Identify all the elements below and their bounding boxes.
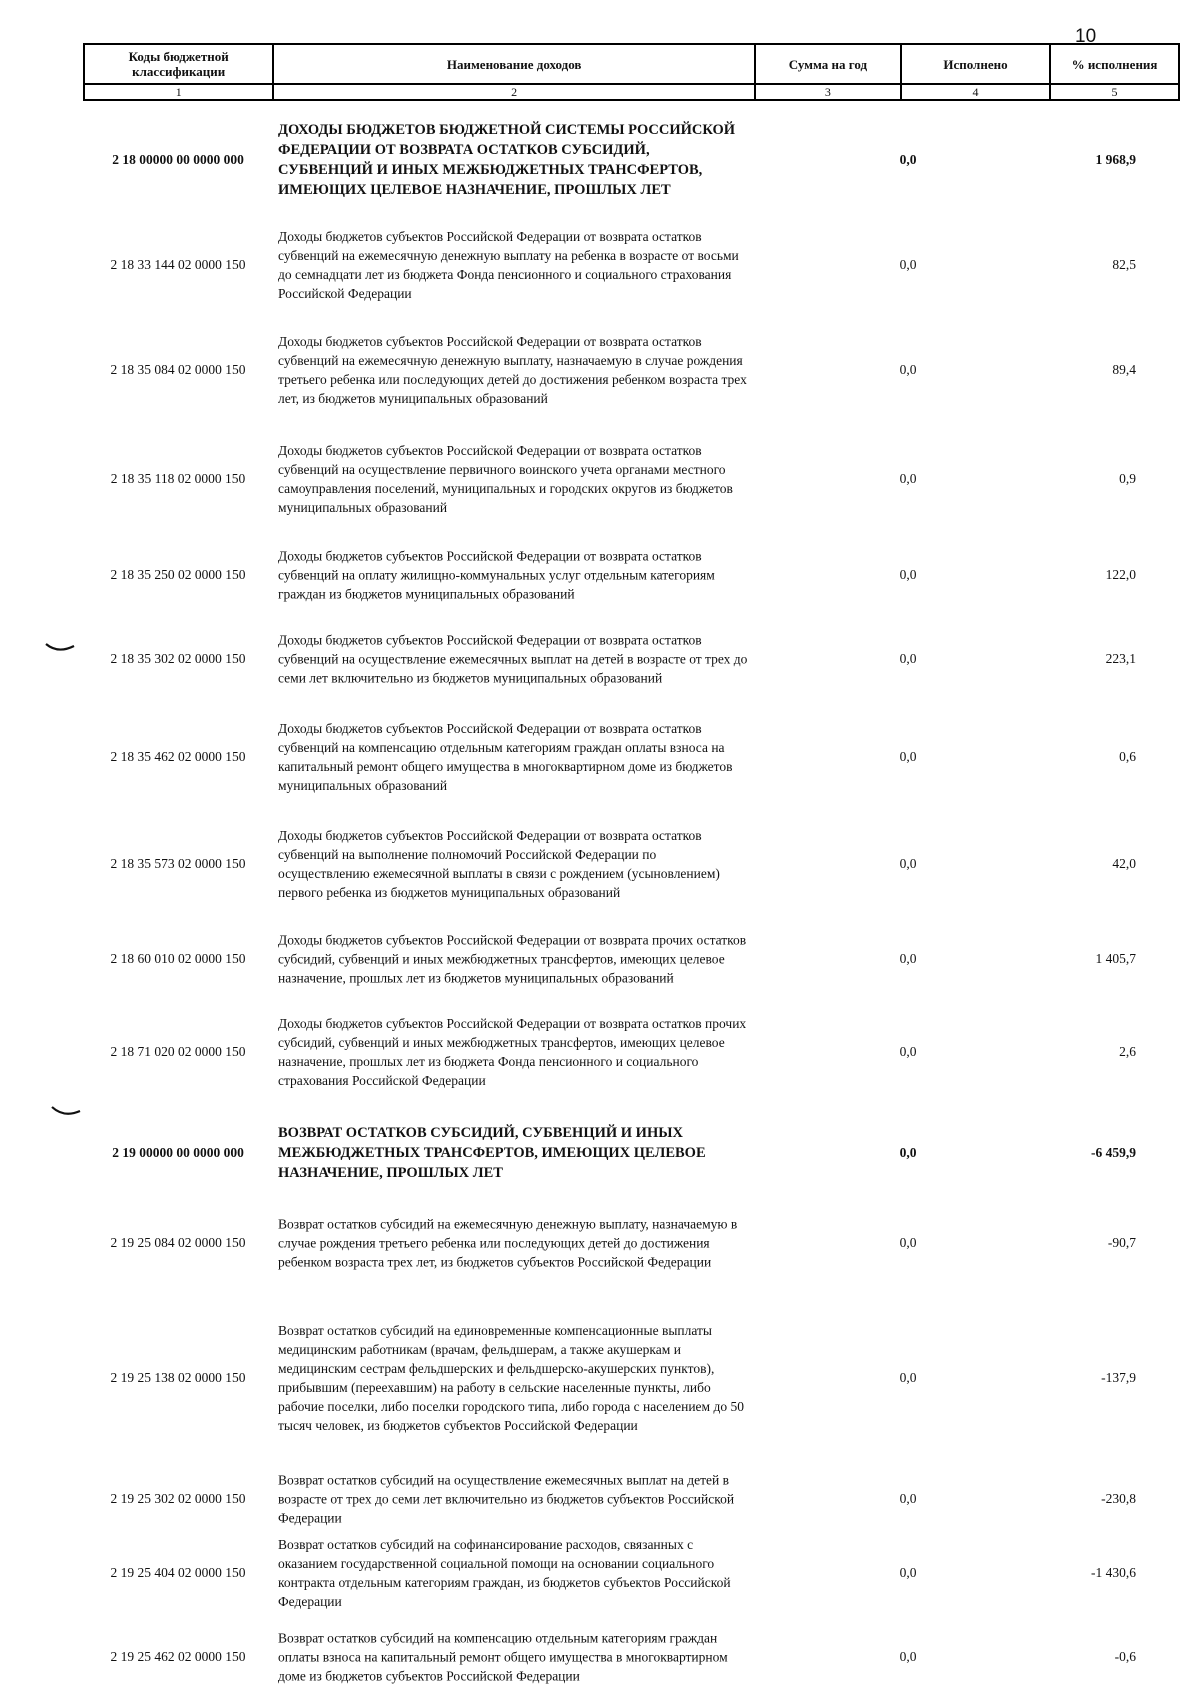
table-row — [83, 1468, 1180, 1530]
row-name: Доходы бюджетов субъектов Российской Федерации от возврата остатков субвенций на оплату жилищно-коммунальных услуг отдельным категориям граждан из бюджетов муниципальных образований — [278, 548, 715, 602]
row-done: 2,6 — [1119, 1044, 1136, 1059]
margin-mark — [50, 1104, 84, 1118]
table-row — [83, 112, 1180, 208]
row-code: 2 19 25 404 02 0000 150 — [110, 1565, 246, 1580]
row-code: 2 18 35 302 02 0000 150 — [110, 651, 246, 666]
row-done: -6 459,9 — [1091, 1145, 1136, 1160]
row-name: Возврат остатков субсидий на единовременные компенсационные выплаты медицинским работникам (врачам, фельдшерам, а также акушеркам и медицинским сестрам фельдшерских и фельдшерско-акушерских пунктов), прибывшим (переехавшим) на работу в сельские населенные пункты, либо рабочие поселки, либо поселки городского типа, либо города с населением до 50 тысяч человек, из бюджетов субъектов Российской Федерации — [278, 1323, 744, 1433]
row-name: Доходы бюджетов субъектов Российской Федерации от возврата остатков субвенций на осуществление первичного воинского учета органами местного самоуправления поселений, муниципальных и городских округов из бюджетов муниципальных образований — [278, 443, 733, 515]
column-number-3: 3 — [755, 84, 901, 100]
row-name: Доходы бюджетов субъектов Российской Федерации от возврата прочих остатков субсидий, субвенций и иных межбюджетных трансфертов, имеющих целевое назначение, прошлых лет из бюджетов муниципальных образований — [278, 932, 747, 986]
row-name: Возврат остатков субсидий на осуществление ежемесячных выплат на детей в возрасте от трех до семи лет включительно из бюджетов субъектов Российской Федерации — [278, 1472, 735, 1526]
table-row — [83, 1202, 1180, 1284]
row-sum: 0,0 — [899, 1649, 917, 1664]
header-row — [84, 44, 1179, 84]
row-done: -90,7 — [1107, 1235, 1136, 1250]
table-row — [83, 716, 1180, 798]
row-code: 2 18 71 020 02 0000 150 — [110, 1044, 246, 1059]
row-name: Доходы бюджетов субъектов Российской Федерации от возврата остатков субвенций на компенсацию отдельным категориям граждан оплаты взноса на капитальный ремонт общего имущества в многоквартирном доме из бюджетов муниципальных образований — [278, 721, 733, 793]
row-name: Возврат остатков субсидий на ежемесячную денежную выплату, назначаемую в случае рождения третьего ребенка или последующих детей до достижения ребенком возраста трех лет, из бюджетов субъектов Российской Федерации — [278, 1216, 738, 1270]
row-sum: 0,0 — [899, 856, 917, 871]
table-row — [83, 438, 1180, 520]
row-sum: 0,0 — [899, 651, 917, 666]
table-row — [83, 918, 1180, 1000]
row-sum: 0,0 — [899, 1235, 917, 1250]
row-sum: 0,0 — [899, 749, 917, 764]
table-row — [83, 618, 1180, 700]
row-done: 0,6 — [1119, 749, 1136, 764]
row-done: 89,4 — [1112, 362, 1136, 377]
margin-mark — [44, 640, 78, 654]
row-name: ВОЗВРАТ ОСТАТКОВ СУБСИДИЙ, СУБВЕНЦИЙ И ИНЫХ МЕЖБЮДЖЕТНЫХ ТРАНСФЕРТОВ, ИМЕЮЩИХ ЦЕЛЕВОЕ НАЗНАЧЕНИЕ, ПРОШЛЫХ ЛЕТ — [278, 1125, 706, 1181]
row-done: -137,9 — [1101, 1370, 1136, 1385]
row-sum: 0,0 — [899, 471, 917, 486]
row-done: 1 968,9 — [1095, 152, 1136, 167]
row-name: Доходы бюджетов субъектов Российской Федерации от возврата остатков субвенций на выполнение полномочий Российской Федерации по осуществлению ежемесячной выплаты в связи с рождением (усыновлением) первого ребенка из бюджетов муниципальных образований — [278, 828, 720, 900]
column-number-5: 5 — [1050, 84, 1179, 100]
row-done: 223,1 — [1105, 651, 1136, 666]
row-code: 2 19 00000 00 0000 000 — [112, 1145, 244, 1160]
table-row — [83, 320, 1180, 420]
row-done: 42,0 — [1112, 856, 1136, 871]
column-number-2: 2 — [273, 84, 755, 100]
row-sum: 0,0 — [899, 1491, 917, 1506]
row-name: Возврат остатков субсидий на компенсацию отдельным категориям граждан оплаты взноса на капитальный ремонт общего имущества в многоквартирном доме из бюджетов субъектов Российской Федерации — [278, 1630, 728, 1684]
row-sum: 0,0 — [899, 1145, 917, 1160]
header-codes: Коды бюджетной классификации — [84, 44, 273, 84]
row-name: Возврат остатков субсидий на софинансирование расходов, связанных с оказанием государственной социальной помощи на основании социального контракта отдельным категориям граждан, из бюджетов субъектов Российской Федерации — [278, 1537, 731, 1609]
row-sum: 0,0 — [899, 1565, 917, 1580]
table-row — [83, 534, 1180, 616]
row-done: 1 405,7 — [1095, 951, 1136, 966]
column-number-1: 1 — [84, 84, 273, 100]
row-code: 2 18 35 573 02 0000 150 — [110, 856, 246, 871]
row-code: 2 18 00000 00 0000 000 — [112, 152, 244, 167]
row-code: 2 18 33 144 02 0000 150 — [110, 257, 246, 272]
row-sum: 0,0 — [899, 567, 917, 582]
row-done: 122,0 — [1105, 567, 1136, 582]
row-sum: 0,0 — [899, 257, 917, 272]
row-code: 2 19 25 084 02 0000 150 — [110, 1235, 246, 1250]
table-row — [83, 1532, 1180, 1614]
row-name: Доходы бюджетов субъектов Российской Федерации от возврата остатков субвенций на осуществление ежемесячных выплат на детей в возрасте от трех до семи лет включительно из бюджетов муниципальных образований — [278, 632, 748, 686]
table-row — [83, 1002, 1180, 1102]
row-name: Доходы бюджетов субъектов Российской Федерации от возврата остатков субвенций на ежемесячную денежную выплату на ребенка в возрасте от восьми до семнадцати лет из бюджета Фонда пенсионного и социального страхования Российской Федерации — [278, 229, 739, 301]
header-name: Наименование доходов — [273, 44, 755, 84]
row-code: 2 19 25 138 02 0000 150 — [110, 1370, 246, 1385]
table-row — [83, 1300, 1180, 1456]
row-sum: 0,0 — [899, 951, 917, 966]
row-name: Доходы бюджетов субъектов Российской Федерации от возврата остатков субвенций на ежемесячную денежную выплату, назначаемую в случае рождения третьего ребенка или последующих детей до достижения ребенком возраста трех лет, из бюджетов муниципальных образований — [278, 334, 747, 406]
row-sum: 0,0 — [899, 362, 917, 377]
row-code: 2 18 35 084 02 0000 150 — [110, 362, 246, 377]
table-row — [83, 814, 1180, 914]
row-done: 0,9 — [1119, 471, 1136, 486]
row-done: -230,8 — [1101, 1491, 1136, 1506]
row-sum: 0,0 — [899, 152, 917, 167]
header-sum: Сумма на год — [755, 44, 901, 84]
table-row — [83, 1120, 1180, 1186]
row-code: 2 18 35 462 02 0000 150 — [110, 749, 246, 764]
row-code: 2 18 35 118 02 0000 150 — [110, 471, 246, 486]
row-done: -0,6 — [1114, 1649, 1136, 1664]
row-code: 2 18 60 010 02 0000 150 — [110, 951, 246, 966]
row-code: 2 19 25 462 02 0000 150 — [110, 1649, 246, 1664]
table-header — [83, 43, 1180, 101]
table-row — [83, 224, 1180, 306]
row-code: 2 18 35 250 02 0000 150 — [110, 567, 246, 582]
row-sum: 0,0 — [899, 1370, 917, 1385]
column-number-row — [84, 84, 1179, 100]
page-number: 10 — [1075, 26, 1097, 47]
row-name: ДОХОДЫ БЮДЖЕТОВ БЮДЖЕТНОЙ СИСТЕМЫ РОССИЙСКОЙ ФЕДЕРАЦИИ ОТ ВОЗВРАТА ОСТАТКОВ СУБСИДИЙ, СУБВЕНЦИЙ И ИНЫХ МЕЖБЮДЖЕТНЫХ ТРАНСФЕРТОВ, ИМЕЮЩИХ ЦЕЛЕВОЕ НАЗНАЧЕНИЕ, ПРОШЛЫХ ЛЕТ — [278, 122, 736, 198]
header-done: Исполнено — [901, 44, 1050, 84]
row-sum: 0,0 — [899, 1044, 917, 1059]
row-done: 82,5 — [1112, 257, 1136, 272]
row-code: 2 19 25 302 02 0000 150 — [110, 1491, 246, 1506]
table-row — [83, 1616, 1180, 1698]
header-percent: % исполнения — [1050, 44, 1179, 84]
row-done: -1 430,6 — [1091, 1565, 1136, 1580]
column-number-4: 4 — [901, 84, 1050, 100]
row-name: Доходы бюджетов субъектов Российской Федерации от возврата остатков прочих субсидий, субвенций и иных межбюджетных трансфертов, имеющих целевое назначение, прошлых лет из бюджета Фонда пенсионного и социального страхования Российской Федерации — [278, 1016, 747, 1088]
